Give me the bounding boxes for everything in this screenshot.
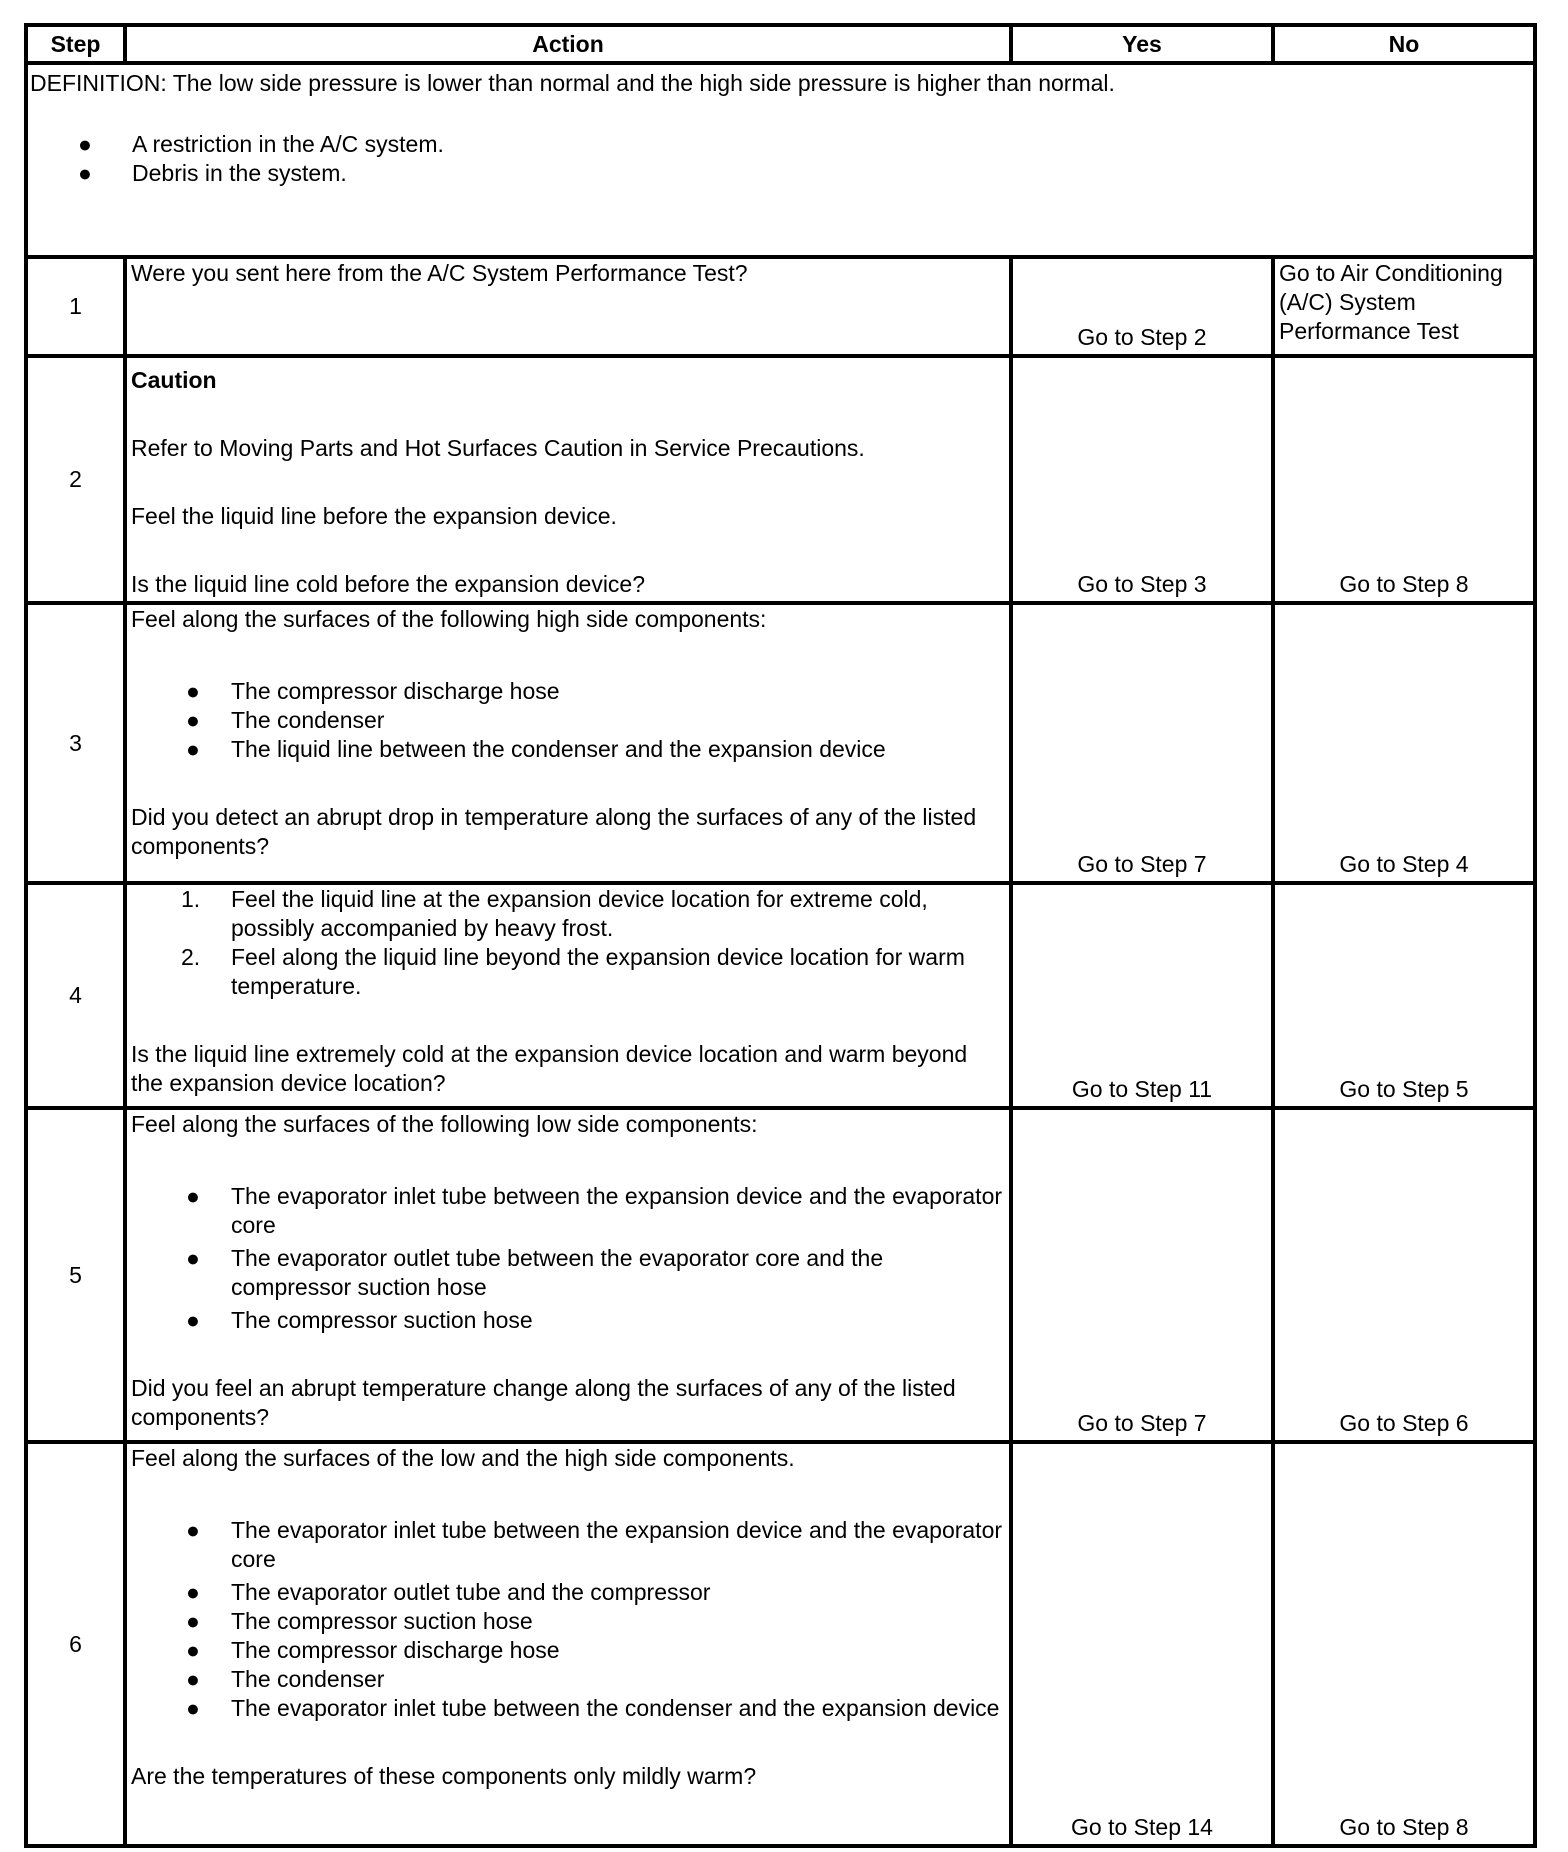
no-cell: Go to Step 8 (1273, 1442, 1535, 1846)
question-text: Did you detect an abrupt drop in temperature along the surfaces of any of the listed components? (131, 804, 977, 859)
definition-cell (26, 63, 1535, 257)
header-no: No (1273, 25, 1535, 63)
header-action: Action (125, 25, 1011, 63)
yes-cell: Go to Step 3 (1011, 356, 1273, 603)
definition-row (26, 63, 1535, 257)
list-item: ● The evaporator inlet tube between the expansion device and the evaporator core (186, 1183, 1003, 1238)
list-item: 2. Feel along the liquid line beyond the expansion device location for warm temperature. (181, 944, 965, 999)
no-cell: Go to Step 6 (1273, 1108, 1535, 1442)
yes-cell: Go to Step 7 (1011, 1108, 1273, 1442)
list-item: ● The condenser (186, 1666, 385, 1692)
no-cell: Go to Step 5 (1273, 883, 1535, 1108)
list-item: ● The compressor suction hose (186, 1608, 533, 1634)
list-item: ● The evaporator outlet tube and the compressor (186, 1579, 711, 1605)
header-yes: Yes (1011, 25, 1273, 63)
list-item: 1. Feel the liquid line at the expansion device location for extreme cold, possibly accompanied by heavy frost. (181, 886, 928, 941)
yes-cell: Go to Step 11 (1011, 883, 1273, 1108)
step-number: 1 (26, 257, 125, 356)
header-step: Step (26, 25, 125, 63)
action-cell (125, 1442, 1011, 1846)
list-item: ● Debris in the system. (78, 160, 347, 186)
table-row (26, 1442, 1535, 1846)
question-text: Did you feel an abrupt temperature change along the surfaces of any of the listed components? (131, 1375, 956, 1430)
no-cell: Go to Step 4 (1273, 603, 1535, 883)
header-row (26, 25, 1535, 63)
intro-text: Feel along the surfaces of the low and the high side components. (131, 1445, 795, 1471)
action-cell (125, 883, 1011, 1108)
yes-cell: Go to Step 7 (1011, 603, 1273, 883)
list-item: ● The compressor suction hose (186, 1307, 533, 1333)
list-item: ● The evaporator outlet tube between the evaporator core and the compressor suction hose (186, 1245, 884, 1300)
action-cell (125, 356, 1011, 603)
no-cell: Go to Step 8 (1273, 356, 1535, 603)
no-cell: Go to Air Conditioning (A/C) System Performance Test (1273, 257, 1535, 356)
component-list (131, 1516, 1005, 1723)
step-number: 4 (26, 883, 125, 1108)
component-list (131, 1182, 1005, 1335)
step-number: 3 (26, 603, 125, 883)
step-number: 2 (26, 356, 125, 603)
question-text: Is the liquid line extremely cold at the expansion device location and warm beyond the expansion device location? (131, 1041, 968, 1096)
definition-bullets (30, 130, 1531, 188)
caution-label: Caution (131, 367, 217, 393)
intro-text: Feel along the surfaces of the following low side components: (131, 1111, 758, 1137)
instruction-text: Feel the liquid line before the expansion device. (131, 503, 617, 529)
question-text: Were you sent here from the A/C System Performance Test? (131, 260, 748, 286)
question-text: Is the liquid line cold before the expansion device? (131, 571, 646, 597)
action-cell (125, 257, 1011, 356)
list-item: ● The evaporator inlet tube between the expansion device and the evaporator core (186, 1517, 1003, 1572)
table-row (26, 356, 1535, 603)
yes-cell: Go to Step 14 (1011, 1442, 1273, 1846)
list-item: ● The compressor discharge hose (186, 1637, 560, 1663)
diagnostic-table (24, 23, 1537, 1848)
instruction-text: Refer to Moving Parts and Hot Surfaces Caution in Service Precautions. (131, 435, 865, 461)
list-item: ● The condenser (186, 707, 385, 733)
table-row (26, 603, 1535, 883)
table-row (26, 257, 1535, 356)
yes-cell: Go to Step 2 (1011, 257, 1273, 356)
list-item: ● The liquid line between the condenser and the expansion device (186, 736, 886, 762)
step-number: 6 (26, 1442, 125, 1846)
list-item: ● A restriction in the A/C system. (78, 131, 444, 157)
table-row (26, 1108, 1535, 1442)
action-cell (125, 1108, 1011, 1442)
step-number: 5 (26, 1108, 125, 1442)
component-list (131, 677, 1005, 764)
action-cell (125, 603, 1011, 883)
list-item: ● The evaporator inlet tube between the condenser and the expansion device (186, 1695, 1000, 1721)
numbered-list (131, 885, 1005, 1001)
definition-text: DEFINITION: The low side pressure is lower than normal and the high side pressure is higher than normal. (30, 70, 1115, 96)
table-row (26, 883, 1535, 1108)
intro-text: Feel along the surfaces of the following high side components: (131, 606, 767, 632)
list-item: ● The compressor discharge hose (186, 678, 560, 704)
question-text: Are the temperatures of these components only mildly warm? (131, 1763, 757, 1789)
